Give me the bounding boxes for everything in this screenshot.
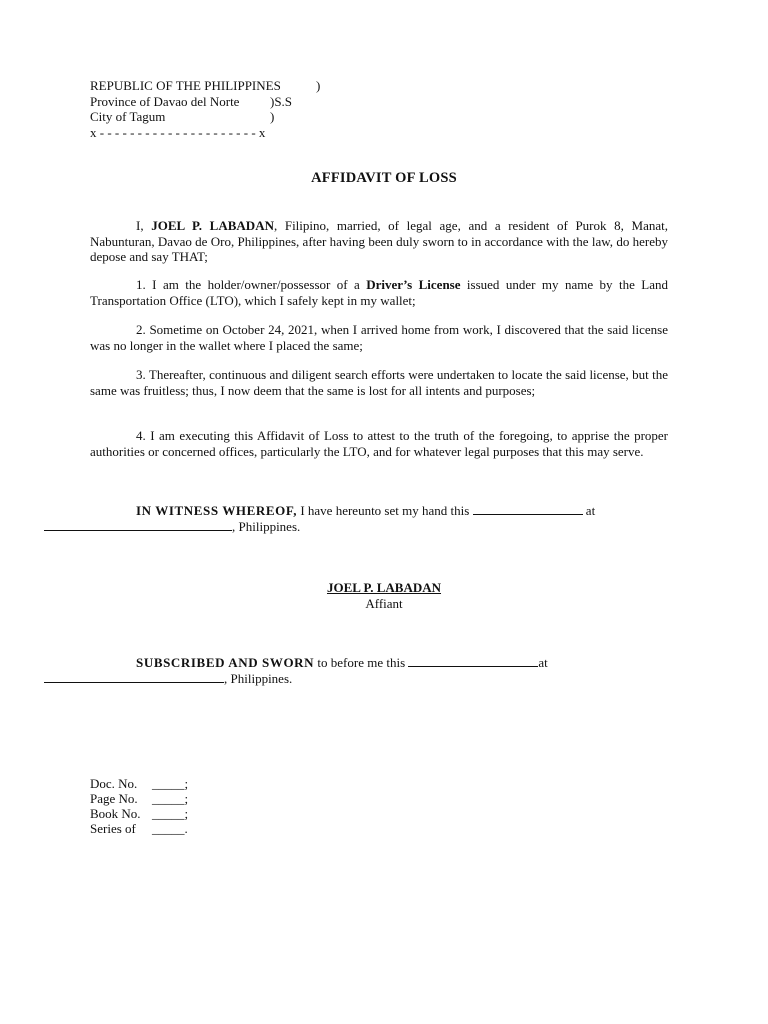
notarial-page-no [90, 791, 189, 806]
paragraph-4: 4. I am executing this Affidavit of Loss to attest to the truth of the foregoing, to apprise the proper authorities or concerned offices, particularly the LTO, and for whatever legal purposes that this may serve. [90, 428, 668, 459]
witness-place-blank [44, 520, 232, 531]
witness-text: I have hereunto set my hand this [297, 503, 473, 518]
intro-post: , Filipino, married, of legal age, and a resident of Purok 8, Manat, Nabunturan, Davao de Oro, Philippines, after having been duly sworn to in accordance with the law, do hereby depose and say THAT; [90, 218, 668, 264]
series-blank: _____. [152, 821, 188, 836]
book-no-blank: _____; [152, 806, 189, 821]
jurat-place-blank [44, 672, 224, 683]
affiant-name: JOEL P. LABADAN [326, 580, 442, 595]
caption-paren-1: ) [316, 78, 321, 93]
caption-republic: REPUBLIC OF THE PHILIPPINES [90, 78, 281, 93]
caption-block [90, 78, 321, 140]
paragraph-1-post: issued under my name by the Land Transportation Office (LTO), which I safely kept in my wallet; [90, 277, 668, 308]
notarial-series [90, 821, 188, 836]
witness-bold: IN WITNESS WHEREOF, [136, 503, 298, 518]
doc-no-blank: _____; [152, 776, 189, 791]
jurat-text: to before me this [314, 655, 409, 670]
affiant-name-inline: JOEL P. LABADAN [151, 218, 274, 233]
caption-city: City of Tagum [90, 109, 166, 124]
paragraph-1-pre: 1. I am the holder/owner/possessor of a [136, 277, 367, 292]
intro-paragraph [90, 218, 668, 265]
paragraph-3: 3. Thereafter, continuous and diligent search efforts were undertaken to locate the said license, but the same was fruitless; thus, I now deem that the same is lost for all intents and purposes; [90, 367, 668, 398]
page-no-blank: _____; [152, 791, 189, 806]
notarial-block [90, 776, 189, 836]
paragraph-1-bold: Driver’s License [366, 277, 461, 292]
witness-at: at [582, 503, 596, 518]
affiant-label: Affiant [365, 595, 403, 611]
caption-line-province [90, 93, 293, 110]
caption-line-city [90, 109, 281, 125]
book-no-label: Book No. [90, 806, 141, 821]
page-no-label: Page No. [90, 791, 138, 806]
caption-paren-3: ) [270, 109, 275, 124]
doc-no-label: Doc. No. [90, 776, 138, 791]
intro-pre: I, [136, 218, 152, 233]
signature-block [0, 580, 768, 611]
jurat-suffix: , Philippines. [224, 670, 293, 686]
caption-province: Province of Davao del Norte [90, 93, 240, 109]
notarial-book-no [90, 806, 189, 821]
series-label: Series of [90, 821, 136, 836]
caption-line-republic [90, 78, 321, 94]
notarial-doc-no [90, 776, 189, 791]
witness-paragraph [90, 503, 668, 534]
jurat-paragraph [90, 655, 668, 686]
caption-divider: x - - - - - - - - - - - - - - - - - - - - - x [90, 124, 266, 140]
caption-paren-2: )S.S [270, 93, 293, 109]
jurat-date-blank [408, 656, 538, 667]
jurat-at: at [538, 655, 548, 670]
witness-suffix: , Philippines. [232, 518, 301, 534]
jurat-bold: SUBSCRIBED AND SWORN [136, 655, 315, 670]
paragraph-2: 2. Sometime on October 24, 2021, when I arrived home from work, I discovered that the said license was no longer in the wallet where I placed the same; [90, 322, 668, 353]
paragraph-1 [90, 277, 668, 308]
document-title: AFFIDAVIT OF LOSS [311, 170, 457, 186]
witness-date-blank [473, 504, 583, 515]
